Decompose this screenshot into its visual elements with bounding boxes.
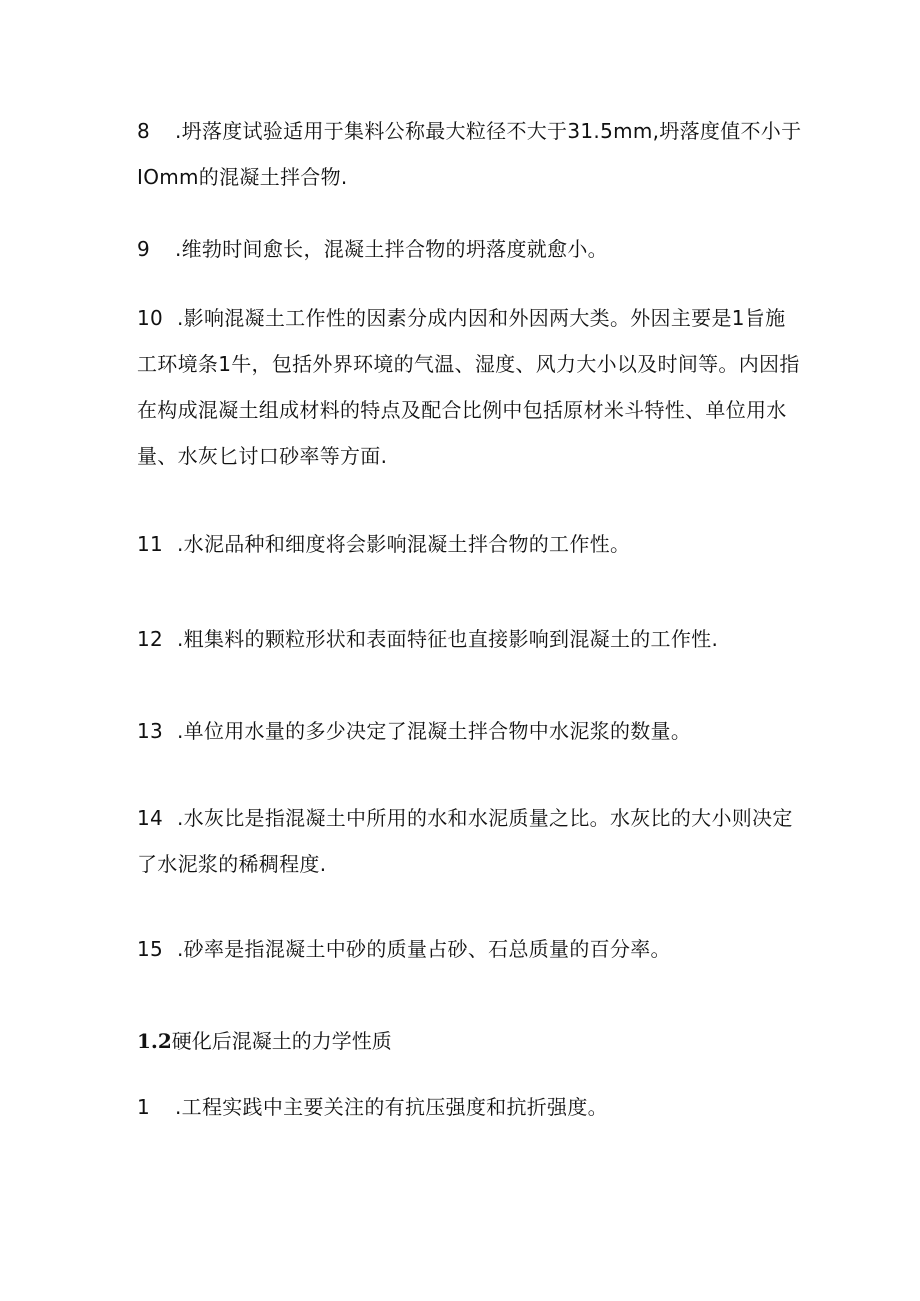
item-line (137, 1084, 797, 1130)
item-number: 10 (137, 306, 164, 330)
item-line (137, 926, 797, 972)
list-item-12 (137, 616, 797, 662)
item-line (137, 795, 797, 841)
item-text: .维勃时间愈长，混凝土拌合物的坍落度就愈小。 (175, 237, 608, 261)
item-text: .粗集料的颗粒形状和表面特征也直接影响到混凝土的工作性. (177, 627, 719, 651)
item-line (137, 433, 797, 479)
item-text: 工环境条1牛，包括外界环境的气温、湿度、风力大小以及时间等。内因指 (137, 352, 800, 376)
item-text: 了水泥浆的稀稠程度. (137, 852, 327, 876)
item-line (137, 387, 797, 433)
item-text: .影响混凝土工作性的因素分成内因和外因两大类。外因主要是1旨施 (177, 306, 786, 330)
list-item-section-1 (137, 1084, 797, 1130)
list-item-15 (137, 926, 797, 972)
list-item-11 (137, 521, 797, 567)
item-text: .坍落度试验适用于集料公称最大粒径不大于31.5mm,坍落度值不小于 (175, 119, 802, 143)
item-text: 在构成混凝土组成材料的特点及配合比例中包括原材米斗特性、单位用水 (137, 398, 787, 422)
list-item-14 (137, 795, 797, 887)
section-heading (137, 1018, 392, 1064)
item-line (137, 108, 802, 154)
item-text: 量、水灰匕讨口砂率等方面. (137, 444, 388, 468)
item-number: 9 (137, 237, 151, 261)
list-item-8 (137, 108, 802, 200)
item-line (137, 295, 797, 341)
item-number: 14 (137, 806, 164, 830)
list-item-10 (137, 295, 800, 479)
item-text: .单位用水量的多少决定了混凝土拌合物中水泥浆的数量。 (177, 719, 692, 743)
item-text: .水泥品种和细度将会影响混凝土拌合物的工作性。 (177, 532, 631, 556)
item-number: 1 (137, 1095, 151, 1119)
list-item-9 (137, 226, 797, 272)
item-line (137, 708, 797, 754)
item-text: .水灰比是指混凝土中所用的水和水泥质量之比。水灰比的大小则决定 (177, 806, 793, 830)
item-line (137, 154, 797, 200)
item-number: 13 (137, 719, 164, 743)
item-line (137, 226, 797, 272)
item-number: 8 (137, 119, 151, 143)
list-item-13 (137, 708, 797, 754)
item-text: IOmm的混凝土拌合物. (137, 165, 348, 189)
item-number: 15 (137, 937, 164, 961)
section-number: 1.2 (137, 1029, 172, 1053)
item-line (137, 521, 797, 567)
item-number: 12 (137, 627, 164, 651)
item-text: .工程实践中主要关注的有抗压强度和抗折强度。 (175, 1095, 608, 1119)
item-line (137, 616, 797, 662)
item-number: 11 (137, 532, 164, 556)
item-text: .砂率是指混凝土中砂的质量占砂、石总质量的百分率。 (177, 937, 671, 961)
section-title: 硬化后混凝土的力学性质 (171, 1029, 392, 1053)
item-line (137, 841, 797, 887)
item-line (137, 341, 800, 387)
